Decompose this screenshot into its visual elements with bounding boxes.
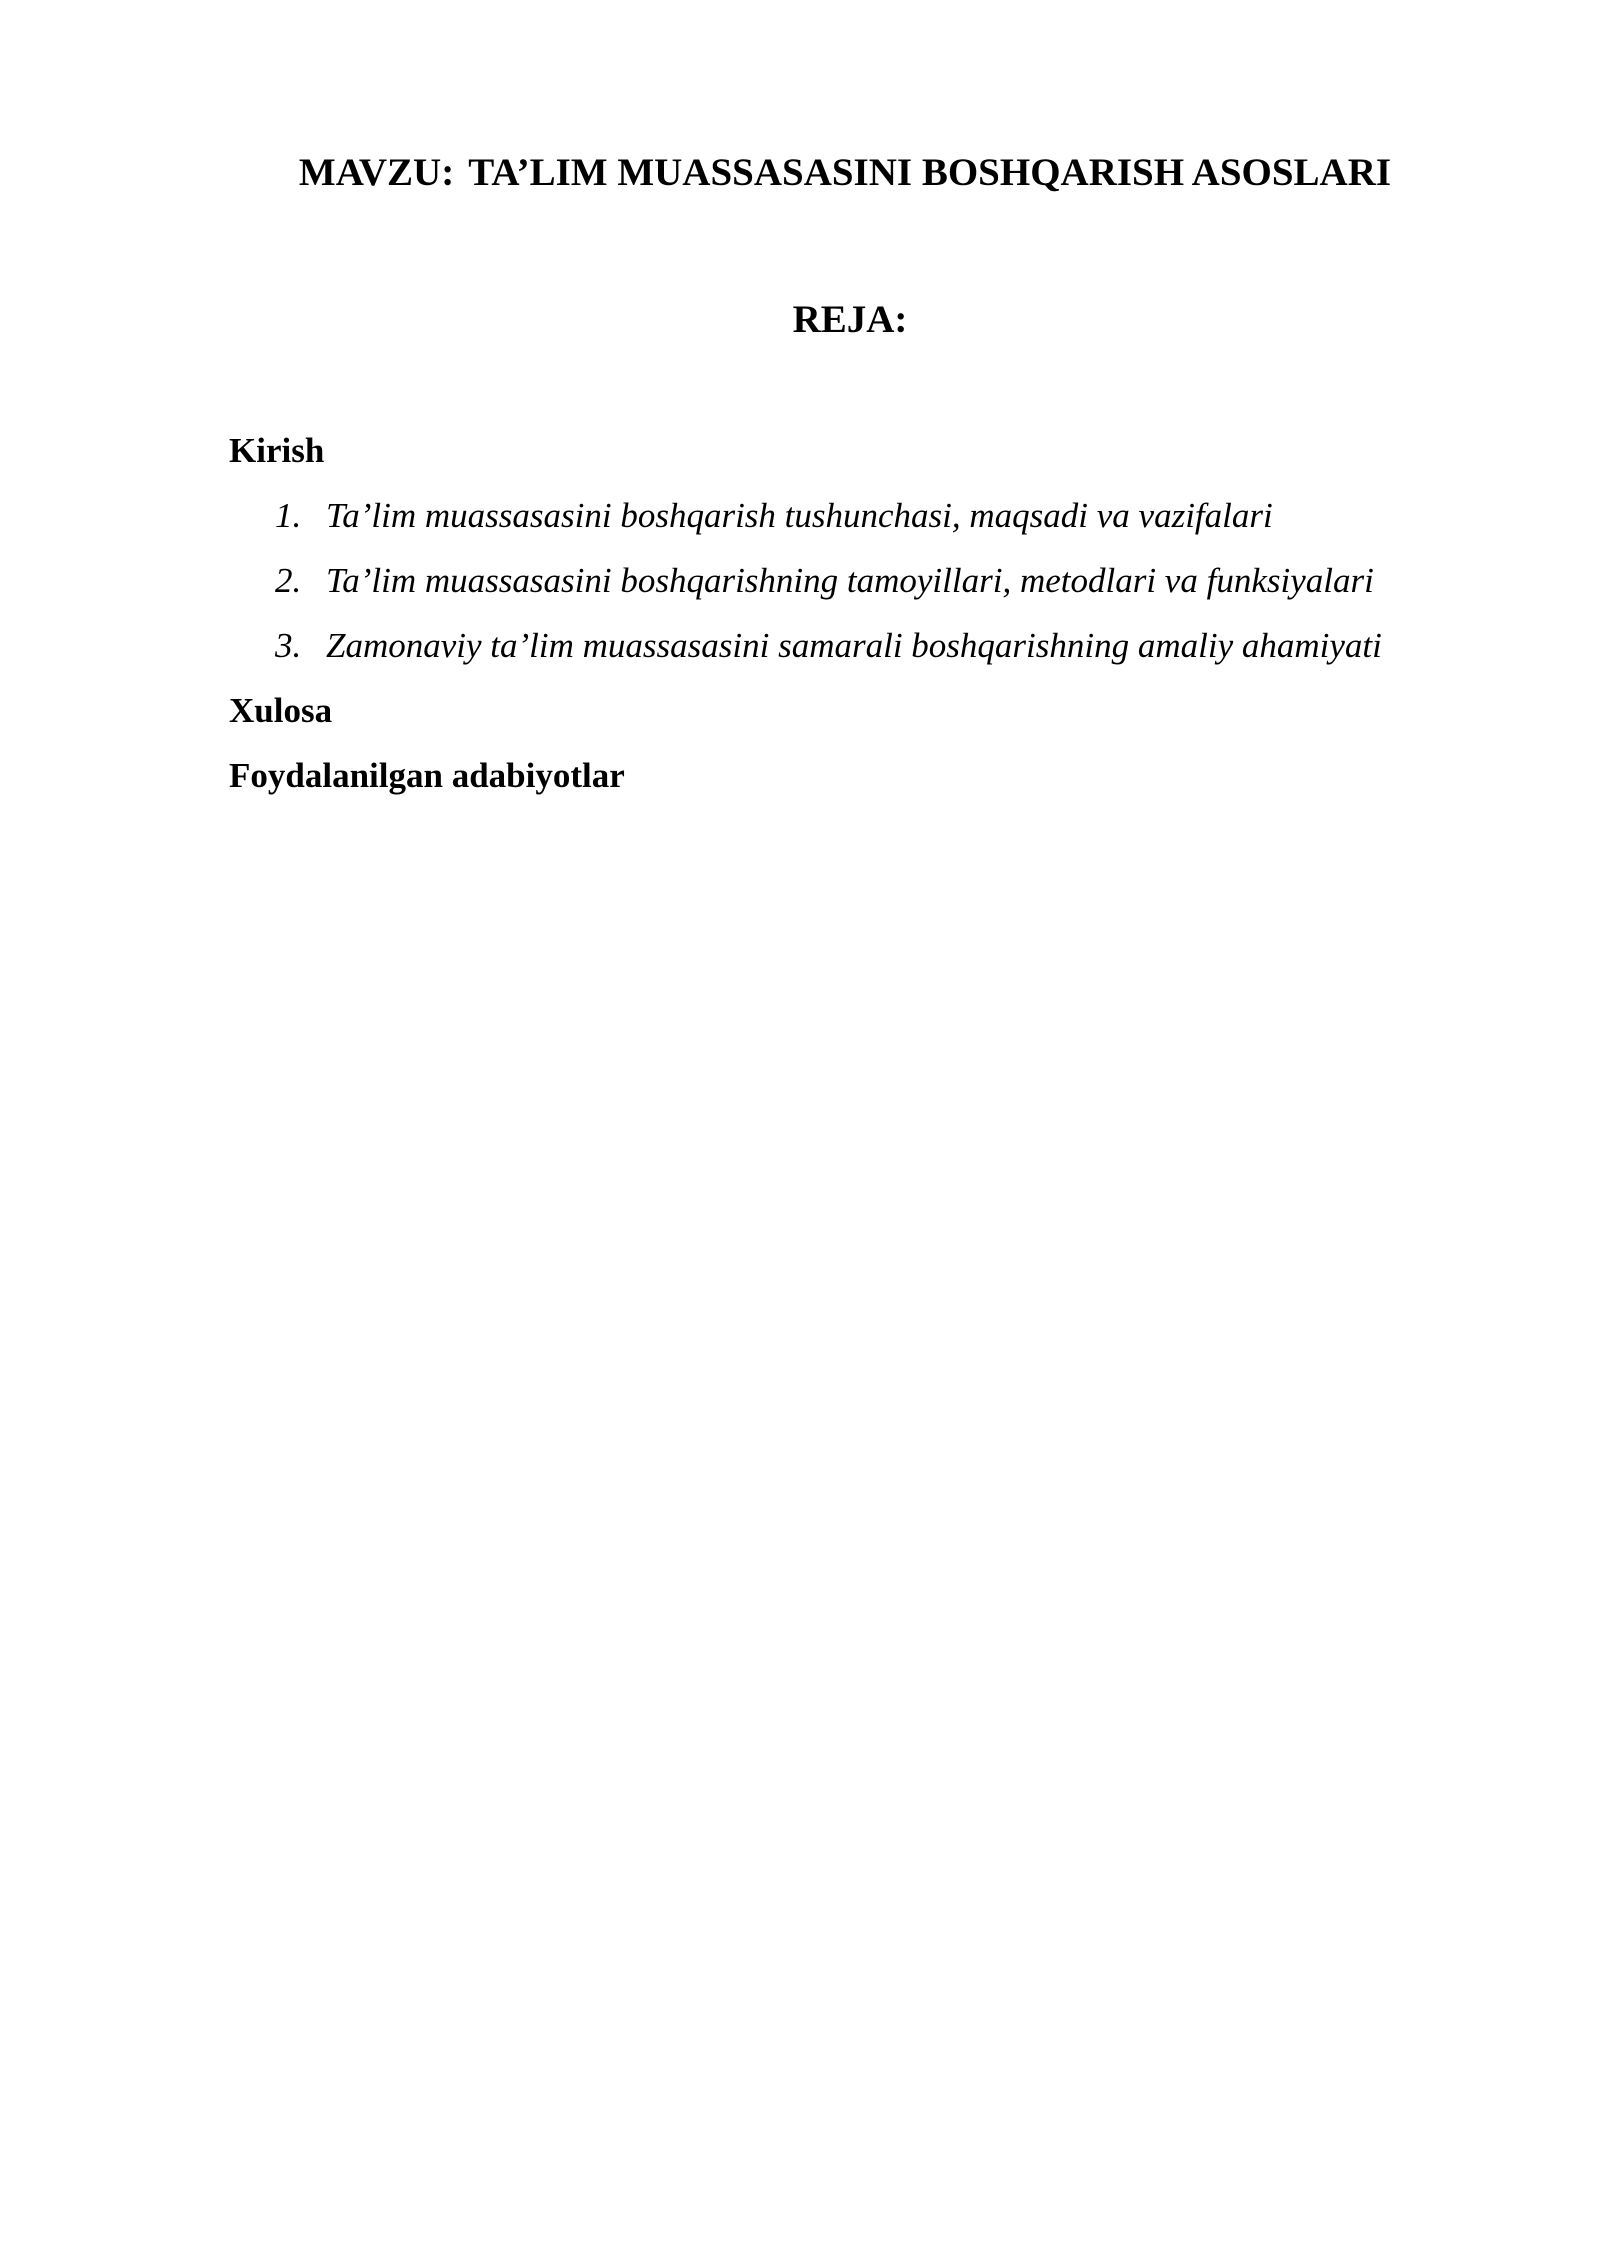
plan-item-number: 1. [275, 496, 302, 535]
conclusion-heading: Xulosa [229, 691, 333, 730]
references-heading: Foydalanilgan adabiyotlar [229, 756, 625, 795]
plan-list [229, 418, 1529, 808]
plan-item-text: Ta’lim muassasasini boshqarish tushunchasi, maqsadi va vazifalari [326, 496, 1273, 535]
title-main: TA’LIM MUASSASASINI BOSHQARISH ASOSLARI [468, 151, 1392, 194]
document-title [0, 148, 1600, 198]
intro-heading: Kirish [229, 431, 325, 470]
plan-item-number: 3. [275, 626, 302, 665]
plan-item-number: 2. [275, 561, 302, 600]
plan-item-text: Ta’lim muassasasini boshqarishning tamoyillari, metodlari va funksiyalari [326, 561, 1374, 600]
plan-heading: REJA: [792, 298, 908, 341]
title-prefix: MAVZU: [298, 151, 455, 194]
plan-item-text: Zamonaviy ta’lim muassasasini samarali boshqarishning amaliy ahamiyati [326, 626, 1382, 665]
plan-item-2 [229, 548, 1529, 613]
plan-item-3 [229, 613, 1529, 678]
plan-item-1 [229, 483, 1529, 548]
